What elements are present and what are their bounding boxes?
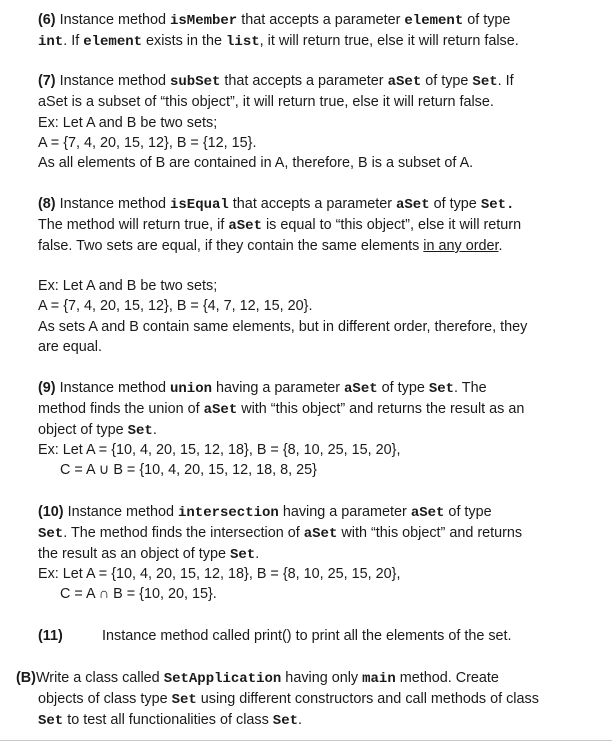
sec8-line-3 [38,237,503,255]
sec11-number [38,627,63,645]
secB-line-1 [16,669,499,688]
sec10-text: having a parameter [278,504,411,520]
sec8-example-conclusion-2: are equal. [38,339,103,355]
secB-text: objects of class type [38,691,172,707]
sec8-example-conclusion: As sets A and B contain same elements, but in different order, therefore, they [38,319,528,335]
code-set: Set [272,713,299,729]
sec9-text: . [152,422,157,438]
sec8-text: . [498,238,503,254]
sec6-text: . If [63,33,84,49]
sec7-example-intro: Ex: Let A and B be two sets; [38,115,218,131]
secB-text: method. Create [395,670,499,686]
sec10-example-sets: Ex: Let A = {10, 4, 20, 15, 12, 18}, B = {8, 10, 25, 15, 20}, [38,566,401,582]
underlined-phrase: in any order [423,238,499,254]
code-int: int [38,34,64,50]
sec7-example-conclusion: As all elements of B are contained in A, therefore, B is a subset of A. [38,155,474,171]
sec9-example-sets: Ex: Let A = {10, 4, 20, 15, 12, 18}, B = {8, 10, 25, 15, 20}, [38,442,401,458]
secB-text: to test all functionalities of class [63,712,273,728]
sec10-text: . The method finds the intersection of [63,525,304,541]
sec9-text: Instance method [55,380,170,396]
sec8-number: (8) [38,196,56,212]
sec7-text: of type [421,73,473,89]
code-aset: aSet [387,74,422,90]
sec8-text: of type [429,196,481,212]
sec6-line-2 [38,32,519,51]
code-ismember: isMember [170,13,238,29]
sec8-example-sets: A = {7, 4, 20, 15, 12}, B = {4, 7, 12, 15, 20}. [38,298,313,314]
sec10-text: with “this object” and returns [337,525,523,541]
code-aset: aSet [396,197,430,213]
sec10-text: the result as an object of type [38,546,230,562]
sec9-example-result: C = A ∪ B = {10, 4, 20, 15, 12, 18, 8, 25} [60,462,317,478]
sec7-line-1 [38,72,514,91]
sec10-text: . [255,546,260,562]
sec7-text: Instance method [55,73,170,89]
code-list: list [226,34,260,50]
sec9-text: with “this object” and returns the result as an [237,401,525,417]
code-set: Set. [480,197,515,213]
secB-line-3 [38,711,302,730]
sec10-text: of type [444,504,492,520]
sec6-text: , it will return true, else it will return false. [259,33,519,49]
secB-text: Write a class called [35,670,164,686]
code-main: main [362,671,396,687]
code-set: Set [171,692,197,708]
sec6-text: that accepts a parameter [237,12,405,28]
secB-line-2 [38,690,539,709]
sec9-text: having a parameter [212,380,345,396]
code-set: Set [38,713,64,729]
sec9-number: (9) [38,380,56,396]
code-element: element [404,13,464,29]
sec11-text: Instance method called print() to print all the elements of the set. [102,628,512,644]
code-aset: aSet [344,381,378,397]
sec8-text: Instance method [55,196,170,212]
sec10-text: Instance method [63,504,178,520]
sec9-text: method finds the union of [38,401,204,417]
sec6-number: (6) [38,12,56,28]
sec7-text: . If [497,73,514,89]
sec7-example-sets: A = {7, 4, 20, 15, 12}, B = {12, 15}. [38,135,257,151]
sec6-line-1 [38,11,510,30]
code-set: Set [472,74,498,90]
code-set: Set [127,423,153,439]
sec9-line-1 [38,379,487,398]
sec10-number: (10) [38,504,64,520]
sec6-text: exists in the [142,33,227,49]
secB-text: using different constructors and call methods of class [196,691,539,707]
sec10-line-2 [38,524,522,543]
code-union: union [170,381,213,397]
sec8-line-1 [38,195,514,214]
code-set: Set [38,526,64,542]
code-aset: aSet [203,402,238,418]
code-subset: subSet [170,74,221,90]
sec9-text: . The [454,380,487,396]
sec8-line-2 [38,216,521,235]
code-aset: aSet [228,218,262,234]
sec9-text: object of type [38,422,128,438]
sec9-line-3 [38,421,157,440]
secB-text: having only [281,670,363,686]
sec8-text: is equal to “this object”, else it will return [261,217,522,233]
code-aset: aSet [410,505,445,521]
sec8-text: The method will return true, if [38,217,229,233]
sec6-text: of type [463,12,511,28]
sec7-line-2: aSet is a subset of “this object”, it will return true, else it will return false. [38,94,494,110]
sec7-number: (7) [38,73,56,89]
sec9-text: of type [377,380,429,396]
page-divider [0,740,612,741]
code-element: element [83,34,143,50]
sec8-text: that accepts a parameter [228,196,396,212]
secB-number: (B) [16,670,36,686]
code-setapplication: SetApplication [163,671,282,687]
code-aset: aSet [303,526,338,542]
sec8-text: false. Two sets are equal, if they contain the same elements [38,238,424,254]
secB-text: . [298,712,303,728]
sec10-line-3 [38,545,259,564]
code-intersection: intersection [178,505,279,521]
sec7-text: that accepts a parameter [220,73,388,89]
sec10-example-result: C = A ∩ B = {10, 20, 15}. [60,586,217,602]
sec10-line-1 [38,503,492,522]
sec8-example-intro: Ex: Let A and B be two sets; [38,278,218,294]
code-set: Set [428,381,455,397]
code-isequal: isEqual [170,197,229,213]
sec9-line-2 [38,400,524,419]
code-set: Set [230,547,256,563]
sec11-number-text: (11) [38,628,63,644]
sec6-text: Instance method [55,12,170,28]
